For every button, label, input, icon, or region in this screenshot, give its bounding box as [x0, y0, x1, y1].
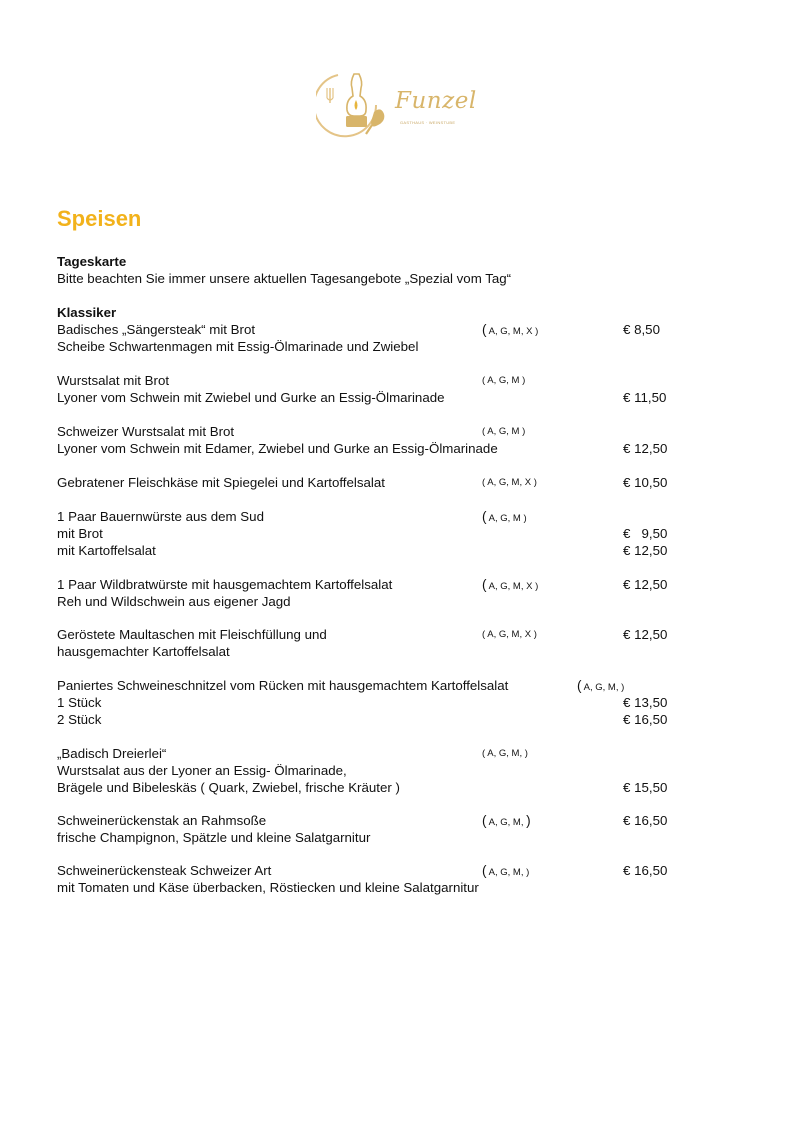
- menu-item-price: € 13,50: [623, 695, 668, 710]
- menu-item-price: € 12,50: [623, 627, 668, 642]
- tageskarte-text: Bitte beachten Sie immer unsere aktuellen Tagesangebote „Spezial vom Tag“: [57, 271, 512, 286]
- klassiker-heading: Klassiker: [57, 305, 117, 320]
- menu-item-description: frische Champignon, Spätzle und kleine Salatgarnitur: [57, 830, 371, 845]
- menu-item-price: € 8,50: [623, 322, 660, 337]
- menu-item-price: € 16,50: [623, 863, 668, 878]
- menu-item-name: Schweinerückensteak Schweizer Art: [57, 863, 272, 878]
- allergen-bracket-open: (: [482, 863, 487, 878]
- menu-item-name: Gebratener Fleischkäse mit Spiegelei und Kartoffelsalat: [57, 475, 385, 490]
- menu-item-price: € 9,50: [623, 526, 668, 541]
- menu-item-option: 1 Stück: [57, 695, 102, 710]
- menu-item-name: Schweinerückenstak an Rahmsoße: [57, 813, 267, 828]
- menu-item-description: Lyoner vom Schwein mit Zwiebel und Gurke an Essig-Ölmarinade: [57, 390, 445, 405]
- menu-item-name: „Badisch Dreierlei“: [57, 746, 167, 761]
- menu-item-description: hausgemachter Kartoffelsalat: [57, 644, 230, 659]
- allergen-info: ( A, G, M ): [482, 426, 526, 437]
- menu-item-price: € 12,50: [623, 543, 668, 558]
- menu-item-price: € 11,50: [623, 390, 667, 405]
- allergen-info: ( A, G, M, ): [482, 748, 528, 759]
- allergen-info: ( A, G, M, X ): [482, 322, 539, 337]
- allergen-bracket-open: (: [577, 678, 582, 693]
- menu-item-price: € 15,50: [623, 780, 668, 795]
- menu-item-description: Lyoner vom Schwein mit Edamer, Zwiebel und Gurke an Essig-Ölmarinade: [57, 441, 498, 456]
- allergen-bracket-close: ): [526, 813, 531, 828]
- allergen-info: ( A, G, M, ): [482, 863, 530, 878]
- allergen-bracket-open: (: [482, 813, 487, 828]
- menu-item-name: Badisches „Sängersteak“ mit Brot: [57, 322, 256, 337]
- menu-item-name: Schweizer Wurstsalat mit Brot: [57, 424, 235, 439]
- menu-item-description: Reh und Wildschwein aus eigener Jagd: [57, 594, 291, 609]
- menu-item-description: Wurstsalat aus der Lyoner an Essig- Ölmarinade,: [57, 763, 347, 778]
- menu-item-price: € 16,50: [623, 712, 668, 727]
- allergen-info: ( A, G, M ): [482, 509, 527, 524]
- allergen-info: ( A, G, M, ): [482, 813, 531, 828]
- page-title: Speisen: [57, 206, 142, 231]
- oil-lamp-plate-spoon-icon: [316, 70, 396, 145]
- menu-item-description: mit Tomaten und Käse überbacken, Röstiecken und kleine Salatgarnitur: [57, 880, 479, 895]
- funzel-logo: [316, 70, 476, 140]
- allergen-info: ( A, G, M, X ): [482, 477, 537, 488]
- menu-item-price: € 16,50: [623, 813, 668, 828]
- allergen-bracket-open: (: [482, 322, 487, 337]
- logo-subtitle: GASTHAUS · WEINSTUBE: [400, 120, 456, 125]
- logo-text: Funzel: [395, 88, 477, 114]
- menu-item-name: Wurstsalat mit Brot: [57, 373, 170, 388]
- allergen-info: ( A, G, M ): [482, 375, 526, 386]
- menu-item-description: Scheibe Schwartenmagen mit Essig-Ölmarinade und Zwiebel: [57, 339, 419, 354]
- allergen-bracket-open: (: [482, 509, 487, 524]
- menu-item-price: € 12,50: [623, 441, 668, 456]
- menu-item-name: Geröstete Maultaschen mit Fleischfüllung und: [57, 627, 327, 642]
- menu-item-price: € 10,50: [623, 475, 668, 490]
- menu-item-name: 1 Paar Bauernwürste aus dem Sud: [57, 509, 264, 524]
- menu-item-name: Paniertes Schweineschnitzel vom Rücken mit hausgemachtem Kartoffelsalat: [57, 678, 509, 693]
- tageskarte-heading: Tageskarte: [57, 254, 127, 269]
- allergen-info: ( A, G, M, X ): [482, 629, 537, 640]
- menu-item-option: 2 Stück: [57, 712, 102, 727]
- menu-item-description: Brägele und Bibeleskäs ( Quark, Zwiebel, frische Kräuter ): [57, 780, 400, 795]
- allergen-info: ( A, G, M, X ): [482, 577, 539, 592]
- allergen-info: ( A, G, M, ): [577, 678, 625, 693]
- menu-item-name: 1 Paar Wildbratwürste mit hausgemachtem Kartoffelsalat: [57, 577, 393, 592]
- menu-item-option: mit Kartoffelsalat: [57, 543, 156, 558]
- allergen-bracket-open: (: [482, 577, 487, 592]
- menu-item-price: € 12,50: [623, 577, 668, 592]
- menu-item-option: mit Brot: [57, 526, 103, 541]
